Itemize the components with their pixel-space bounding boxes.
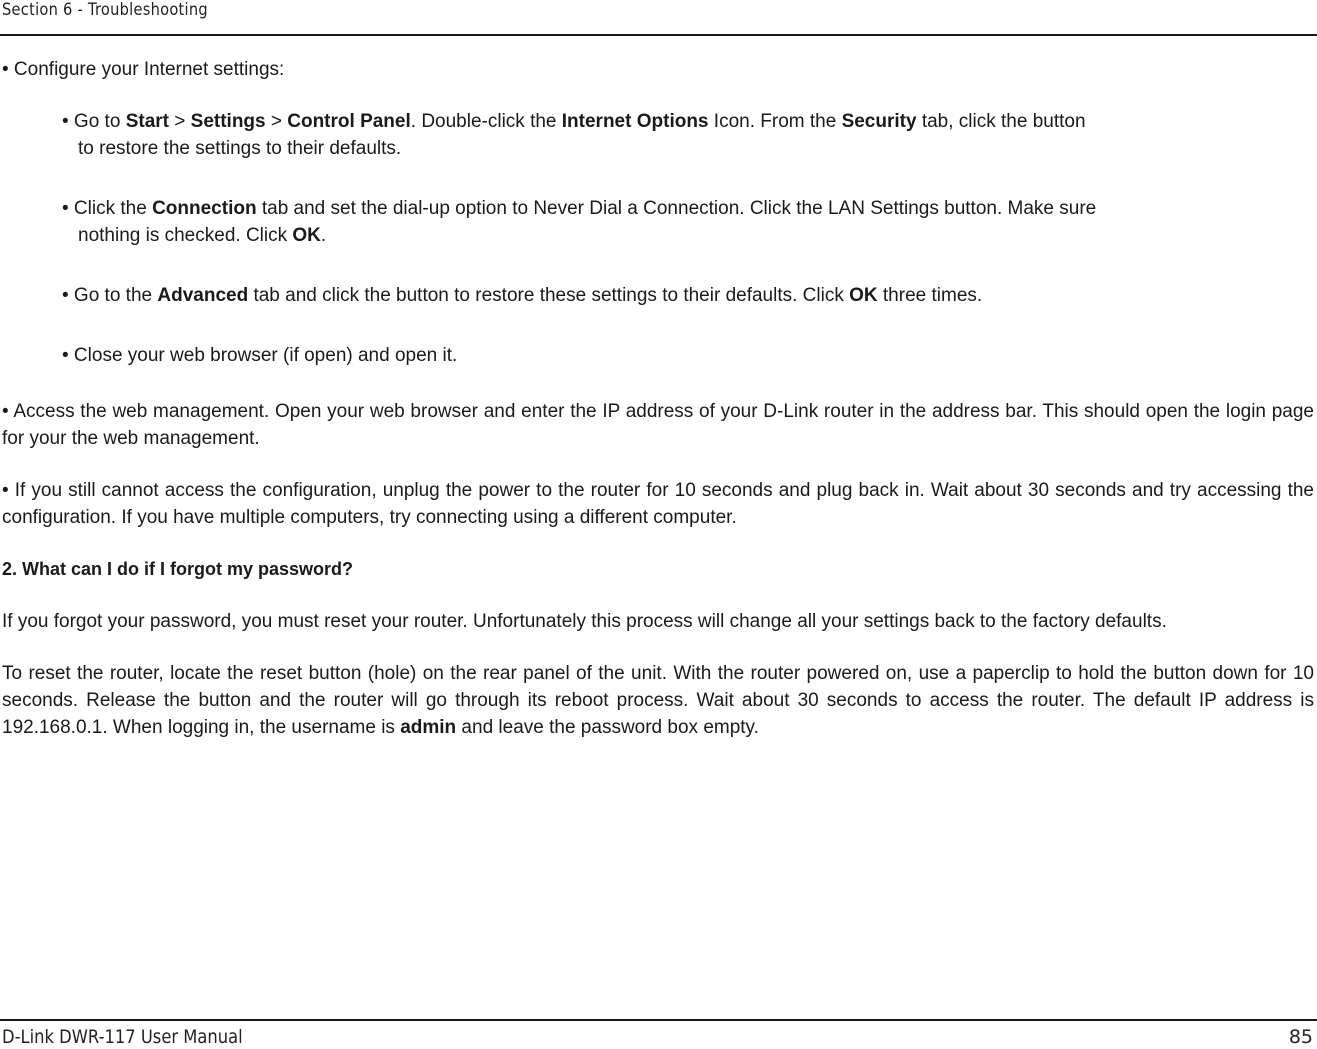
connection-term: Connection — [152, 198, 257, 219]
control-panel-term: Control Panel — [287, 111, 411, 132]
step-advanced-line: • Go to the Advanced tab and click the button to restore these settings to their defaults. Click OK three times. — [62, 285, 983, 306]
ok-term: OK — [849, 285, 878, 306]
security-term: Security — [841, 111, 917, 132]
intro-line: • Configure your Internet settings: — [2, 59, 285, 80]
step-connection — [2, 195, 1314, 249]
step-control-panel-line2: to restore the settings to their defaults. — [78, 138, 402, 159]
step-advanced — [2, 282, 1314, 309]
question-heading: 2. What can I do if I forgot my password? — [2, 559, 354, 579]
step-close-browser: • Close your web browser (if open) and open it. — [62, 345, 458, 366]
unplug-paragraph: • If you still cannot access the configuration, unplug the power to the router for 10 seconds and plug back in. Wait about 30 seconds and try accessing the configuration. If you have multiple computers, try connecting using a different computer. — [2, 480, 1314, 528]
internet-options-term: Internet Options — [561, 111, 709, 132]
admin-term: admin — [400, 717, 457, 738]
step-control-panel — [2, 108, 1314, 162]
step-control-panel-line1: • Go to Start > Settings > Control Panel. Double-click the Internet Options Icon. From the Security tab, click the button — [62, 111, 1086, 132]
page-number: 85 — [1288, 1026, 1313, 1048]
settings-term: Settings — [190, 111, 266, 132]
step-connection-line1: • Click the Connection tab and set the dial-up option to Never Dial a Connection. Click the LAN Settings button. Make sure — [62, 198, 1097, 219]
reset-paragraph: To reset the router, locate the reset button (hole) on the rear panel of the unit. With the router powered on, use a paperclip to hold the button down for 10 seconds. Release the button and the router will go through its reboot process. Wait about 30 seconds to access the router. The default IP address is 192.168.0.1. When logging in, the username is admin and leave the password box empty. — [2, 663, 1314, 738]
manual-title: D-Link DWR-117 User Manual — [2, 1026, 243, 1048]
access-paragraph: • Access the web management. Open your web browser and enter the IP address of your D-Link router in the address bar. This should open the login page for your the web management. — [2, 401, 1314, 449]
header-divider — [0, 34, 1317, 36]
footer-divider — [0, 1019, 1317, 1021]
section-title: Section 6 - Troubleshooting — [2, 0, 208, 20]
ok-term: OK — [292, 225, 321, 246]
start-menu-term: Start — [125, 111, 169, 132]
forgot-paragraph: If you forgot your password, you must reset your router. Unfortunately this process will change all your settings back to the factory defaults. — [2, 611, 1167, 632]
step-connection-line2: nothing is checked. Click OK. — [78, 225, 327, 246]
page-content — [2, 56, 1314, 766]
advanced-term: Advanced — [157, 285, 249, 306]
